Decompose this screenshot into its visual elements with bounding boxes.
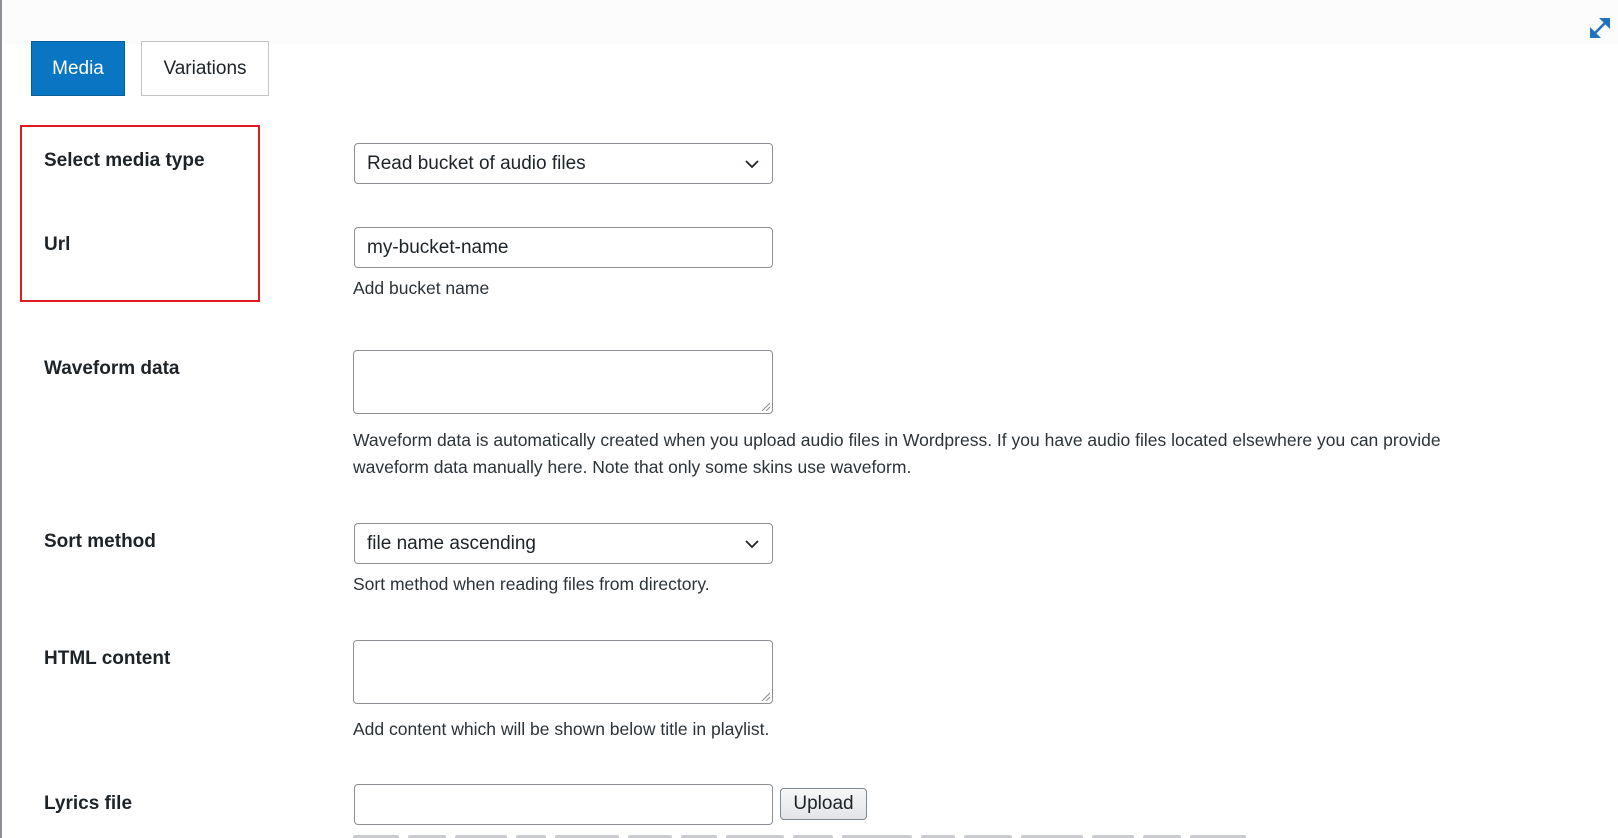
tab-media-label: Media [52, 57, 104, 79]
chevron-down-icon [744, 537, 760, 551]
lyrics-file-input[interactable] [354, 784, 773, 825]
tab-media[interactable] [31, 41, 125, 96]
upload-button-label: Upload [793, 793, 854, 814]
sort-method-help-text: Sort method when reading files from directory. [353, 574, 710, 594]
resize-grip-icon[interactable] [760, 401, 770, 411]
media-type-label: Select media type [44, 150, 205, 171]
url-value: my-bucket-name [367, 236, 509, 258]
media-type-value: Read bucket of audio files [367, 152, 586, 174]
panel-top-strip [2, 0, 1618, 44]
waveform-help-line-1: Waveform data is automatically created when you upload audio files in Wordpress. If you have audio files located elsewhere you can provide [353, 430, 1441, 450]
upload-button[interactable] [780, 788, 867, 820]
html-content-textarea[interactable] [353, 640, 773, 704]
lyrics-file-label: Lyrics file [44, 793, 133, 814]
tab-variations-label: Variations [163, 57, 247, 79]
expand-arrows-icon[interactable] [1586, 14, 1614, 42]
resize-grip-icon[interactable] [760, 691, 770, 701]
media-type-select[interactable] [354, 143, 773, 184]
html-content-label: HTML content [44, 648, 171, 669]
url-input[interactable] [354, 227, 773, 268]
waveform-textarea[interactable] [353, 350, 773, 414]
tab-variations[interactable] [141, 41, 269, 96]
sort-method-value: file name ascending [367, 532, 536, 554]
html-content-help-text: Add content which will be shown below title in playlist. [353, 719, 770, 739]
waveform-label: Waveform data [44, 358, 180, 379]
chevron-down-icon [744, 157, 760, 171]
url-help-text: Add bucket name [353, 278, 490, 298]
sort-method-label: Sort method [44, 531, 156, 552]
url-label: Url [44, 234, 71, 255]
waveform-help-line-2: waveform data manually here. Note that only some skins use waveform. [353, 457, 912, 477]
sort-method-select[interactable] [354, 523, 773, 564]
panel-left-border [0, 0, 2, 838]
lyrics-help-text-cut-off [353, 826, 1353, 838]
